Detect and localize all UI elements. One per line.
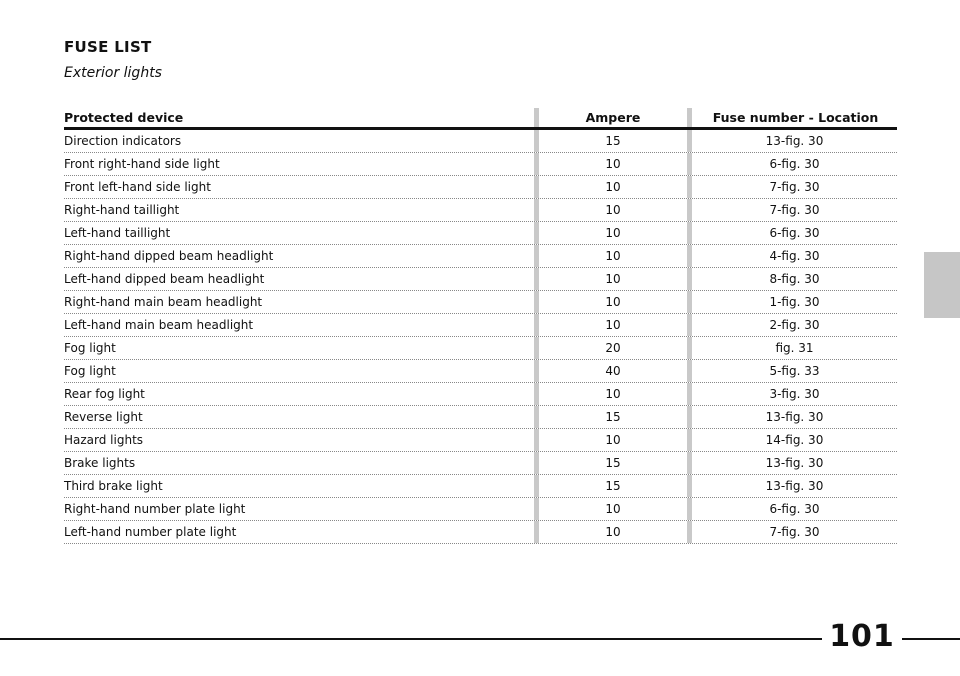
table-row <box>64 360 897 383</box>
cell-ampere: 10 <box>605 272 621 286</box>
cell-ampere: 10 <box>605 249 621 263</box>
table-row <box>64 153 897 176</box>
cell-protected-device: Left-hand taillight <box>64 226 171 240</box>
cell-fuse-location: 7-fig. 30 <box>769 180 820 194</box>
column-header-location: Fuse number - Location <box>712 110 879 125</box>
cell-fuse-location: 13-fig. 30 <box>765 410 824 424</box>
cell-ampere: 15 <box>605 410 621 424</box>
cell-ampere: 10 <box>605 157 621 171</box>
section-side-tab <box>924 252 960 318</box>
page-title: FUSE LIST <box>64 38 152 56</box>
table-body <box>64 130 897 544</box>
cell-fuse-location: 8-fig. 30 <box>769 272 820 286</box>
cell-fuse-location: 3-fig. 30 <box>769 387 820 401</box>
cell-fuse-location: 13-fig. 30 <box>765 456 824 470</box>
table-row <box>64 337 897 360</box>
cell-ampere: 10 <box>605 525 621 539</box>
table-row <box>64 314 897 337</box>
cell-ampere: 15 <box>605 456 621 470</box>
cell-ampere: 10 <box>605 502 621 516</box>
cell-fuse-location: 13-fig. 30 <box>765 134 824 148</box>
cell-protected-device: Front right-hand side light <box>64 157 220 171</box>
cell-ampere: 10 <box>605 295 621 309</box>
cell-fuse-location: 14-fig. 30 <box>765 433 824 447</box>
cell-ampere: 10 <box>605 318 621 332</box>
table-row <box>64 383 897 406</box>
table-row <box>64 199 897 222</box>
table-row <box>64 452 897 475</box>
cell-fuse-location: 7-fig. 30 <box>769 203 820 217</box>
table-row <box>64 245 897 268</box>
cell-protected-device: Fog light <box>64 341 116 355</box>
cell-protected-device: Rear fog light <box>64 387 145 401</box>
cell-ampere: 15 <box>605 479 621 493</box>
cell-ampere: 40 <box>605 364 621 378</box>
table-row <box>64 291 897 314</box>
section-subtitle: Exterior lights <box>64 65 162 81</box>
column-header-ampere: Ampere <box>585 110 641 125</box>
cell-fuse-location: fig. 31 <box>775 341 814 355</box>
cell-ampere: 20 <box>605 341 621 355</box>
table-row <box>64 176 897 199</box>
fuse-table <box>64 108 897 544</box>
cell-protected-device: Reverse light <box>64 410 143 424</box>
cell-protected-device: Fog light <box>64 364 116 378</box>
cell-fuse-location: 1-fig. 30 <box>769 295 820 309</box>
cell-protected-device: Hazard lights <box>64 433 144 447</box>
table-header-row <box>64 108 897 130</box>
table-row <box>64 130 897 153</box>
cell-fuse-location: 2-fig. 30 <box>769 318 820 332</box>
cell-protected-device: Left-hand main beam headlight <box>64 318 254 332</box>
footer-rule-left <box>0 638 822 640</box>
page-number: 101 <box>822 620 902 654</box>
cell-ampere: 15 <box>605 134 621 148</box>
cell-fuse-location: 6-fig. 30 <box>769 157 820 171</box>
cell-protected-device: Front left-hand side light <box>64 180 211 194</box>
table-row <box>64 498 897 521</box>
cell-protected-device: Left-hand dipped beam headlight <box>64 272 265 286</box>
table-row <box>64 429 897 452</box>
column-header-device: Protected device <box>64 110 184 125</box>
cell-protected-device: Third brake light <box>64 479 163 493</box>
cell-fuse-location: 4-fig. 30 <box>769 249 820 263</box>
cell-fuse-location: 5-fig. 33 <box>769 364 820 378</box>
table-row <box>64 475 897 498</box>
cell-protected-device: Right-hand number plate light <box>64 502 246 516</box>
cell-fuse-location: 7-fig. 30 <box>769 525 820 539</box>
cell-protected-device: Left-hand number plate light <box>64 525 237 539</box>
cell-ampere: 10 <box>605 226 621 240</box>
cell-fuse-location: 6-fig. 30 <box>769 502 820 516</box>
table-row <box>64 268 897 291</box>
cell-protected-device: Brake lights <box>64 456 136 470</box>
cell-protected-device: Right-hand dipped beam headlight <box>64 249 274 263</box>
table-row <box>64 406 897 429</box>
cell-protected-device: Right-hand main beam headlight <box>64 295 263 309</box>
cell-ampere: 10 <box>605 387 621 401</box>
table-row <box>64 521 897 544</box>
cell-protected-device: Direction indicators <box>64 134 182 148</box>
cell-protected-device: Right-hand taillight <box>64 203 180 217</box>
footer-rule-right <box>902 638 960 640</box>
table-row <box>64 222 897 245</box>
cell-ampere: 10 <box>605 433 621 447</box>
cell-ampere: 10 <box>605 180 621 194</box>
cell-fuse-location: 6-fig. 30 <box>769 226 820 240</box>
cell-fuse-location: 13-fig. 30 <box>765 479 824 493</box>
cell-ampere: 10 <box>605 203 621 217</box>
